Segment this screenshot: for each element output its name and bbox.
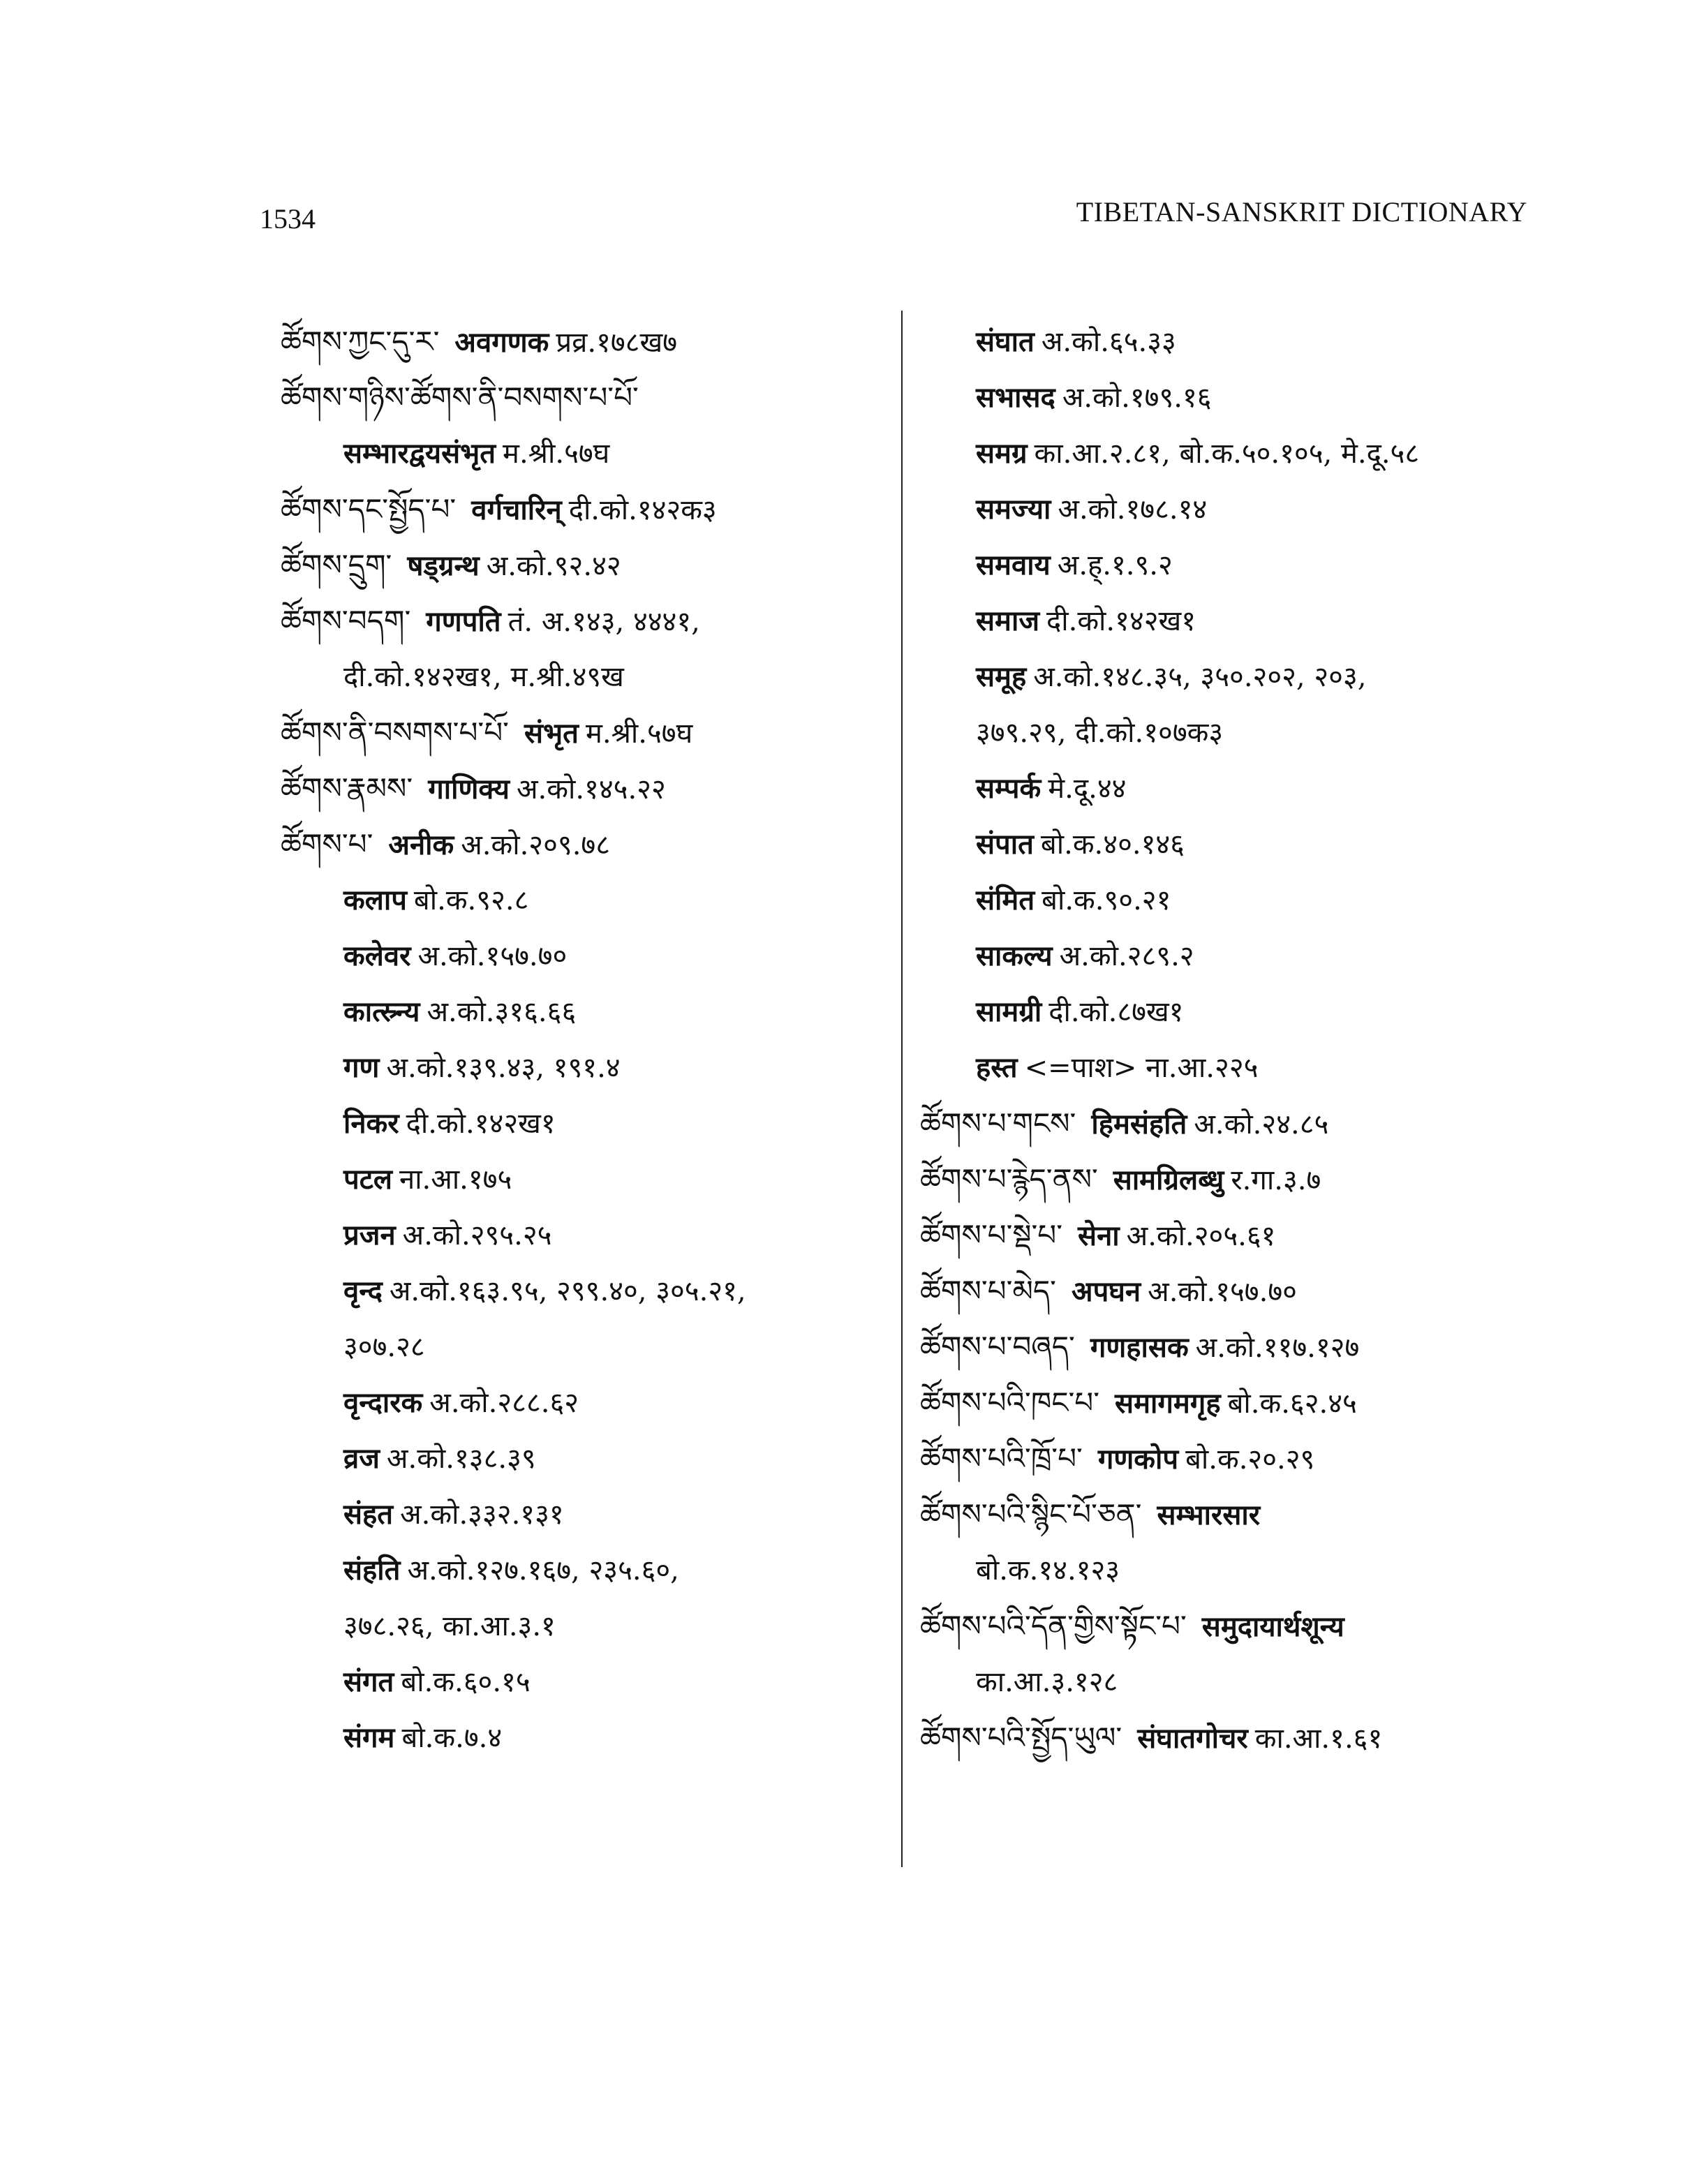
source-reference: दी.को.१४२क३ — [568, 494, 717, 526]
dictionary-entry — [920, 1319, 1548, 1375]
sanskrit-equivalent: निकर — [343, 1107, 399, 1140]
tibetan-headword: ཚོགས་པ་སྡེ་པ་ — [920, 1218, 1063, 1252]
page-number: 1534 — [260, 203, 316, 235]
sanskrit-equivalent: सभासद — [976, 381, 1055, 414]
sanskrit-equivalent: अवगणक — [454, 326, 549, 359]
source-reference: बो.क.९०.२१ — [1042, 884, 1171, 916]
dictionary-entry — [281, 537, 888, 593]
sub-entry — [920, 817, 1548, 872]
sub-entry — [281, 1319, 888, 1375]
source-reference: अ.को.२८९.२ — [1059, 940, 1194, 972]
sub-entry — [920, 593, 1548, 649]
source-reference: ना.आ.१७५ — [399, 1164, 512, 1196]
sanskrit-equivalent: संघात — [976, 325, 1035, 358]
source-reference: बो.क.७.४ — [401, 1722, 503, 1754]
tibetan-headword: ཚོགས་རྣམས་ — [281, 771, 413, 805]
sub-entry — [281, 1543, 888, 1598]
continuation-line — [281, 649, 888, 705]
sanskrit-equivalent: सेना — [1078, 1219, 1120, 1252]
source-reference: दी.को.१४२ख१, म.श्री.४९ख — [343, 661, 624, 693]
tibetan-headword: ཚོགས་དྲུག་ — [281, 548, 392, 582]
source-reference: <=पाश> ना.आ.२२५ — [1024, 1052, 1259, 1084]
sanskrit-equivalent: समुदायार्थशून्य — [1201, 1610, 1344, 1643]
sub-entry — [920, 370, 1548, 426]
tibetan-headword: ཚོགས་དང་སྤྱོད་པ་ — [281, 492, 457, 526]
sub-entry — [281, 1096, 888, 1152]
source-reference: का.आ.२.८१, बो.क.५०.१०५, मे.दू.५८ — [1034, 438, 1420, 470]
sub-entry — [281, 1654, 888, 1710]
source-reference: अ.को.१६३.९५, २९९.४०, ३०५.२१, — [389, 1275, 746, 1307]
source-reference: अ.को.१३८.३९ — [386, 1443, 536, 1475]
sanskrit-equivalent: अनीक — [388, 829, 454, 861]
source-reference: अ.को.१७९.१६ — [1062, 382, 1212, 414]
source-reference: बो.क.४०.१४६ — [1040, 829, 1185, 861]
source-reference: दी.को.८७ख१ — [1048, 996, 1184, 1028]
running-title: TIBETAN-SANSKRIT DICTIONARY — [1076, 196, 1527, 228]
dictionary-entry — [920, 1096, 1548, 1152]
source-reference: र.गा.३.७ — [1231, 1164, 1321, 1196]
tibetan-headword: ཚོགས་པ་མེད་ — [920, 1274, 1057, 1308]
sanskrit-equivalent: कात्स्र्न्य — [343, 995, 420, 1028]
sanskrit-equivalent: प्रजन — [343, 1219, 396, 1251]
sanskrit-equivalent: सम्भारसार — [1157, 1499, 1261, 1531]
source-reference: अ.को.११७.१२७ — [1195, 1332, 1360, 1364]
dictionary-entry — [281, 705, 888, 761]
dictionary-entry — [281, 593, 888, 649]
continuation-line — [920, 1654, 1548, 1710]
source-reference: ३७८.२६, का.आ.३.१ — [343, 1610, 556, 1642]
sub-entry — [281, 426, 888, 482]
sub-entry — [281, 1487, 888, 1543]
sub-entry — [281, 1710, 888, 1766]
source-reference: अ.को.६५.३३ — [1041, 326, 1176, 358]
source-reference: प्रव्र.१७८ख७ — [556, 327, 677, 359]
tibetan-headword: ཚོགས་པའི་སྤྱོད་ཡུལ་ — [920, 1721, 1122, 1755]
source-reference: अ.को.२९५.२५ — [402, 1219, 552, 1251]
source-reference: म.श्री.५७घ — [585, 718, 693, 750]
source-reference: बो.क.१४.१२३ — [976, 1554, 1120, 1587]
left-column — [281, 314, 888, 1766]
sanskrit-equivalent: कलाप — [343, 884, 407, 916]
sanskrit-equivalent: संभृत — [524, 717, 579, 750]
sanskrit-equivalent: संघातगोचर — [1137, 1722, 1248, 1755]
sanskrit-equivalent: समूह — [976, 660, 1027, 693]
sanskrit-equivalent: सामग्रिलब्धु — [1113, 1164, 1224, 1196]
source-reference: अ.को.२४.८५ — [1194, 1108, 1329, 1141]
sanskrit-equivalent: समवाय — [976, 549, 1051, 581]
sanskrit-equivalent: अपघन — [1072, 1275, 1141, 1308]
sub-entry — [920, 984, 1548, 1040]
sanskrit-equivalent: साकल्य — [976, 939, 1053, 972]
sanskrit-equivalent: संगम — [343, 1721, 395, 1754]
sub-entry — [281, 1263, 888, 1319]
source-reference: अ.को.१४५.२२ — [516, 773, 666, 805]
sanskrit-equivalent: गण — [343, 1051, 380, 1084]
dictionary-entry — [281, 482, 888, 537]
source-reference: अ.को.२८८.६२ — [429, 1387, 579, 1419]
source-reference: अ.को.३३२.१३१ — [400, 1499, 564, 1531]
sanskrit-equivalent: संहत — [343, 1498, 394, 1531]
dictionary-entry — [920, 1431, 1548, 1487]
sub-entry — [281, 872, 888, 928]
sanskrit-equivalent: हिमसंहति — [1091, 1108, 1187, 1141]
sanskrit-equivalent: गाणिक्य — [428, 773, 510, 805]
source-reference: ३७९.२९, दी.को.१०७क३ — [976, 717, 1224, 749]
dictionary-entry — [920, 1208, 1548, 1263]
dictionary-entry — [281, 314, 888, 370]
sanskrit-equivalent: वृन्द — [343, 1275, 383, 1307]
dictionary-entry — [920, 1152, 1548, 1208]
sanskrit-equivalent: पटल — [343, 1163, 392, 1196]
tibetan-headword: ཚོགས་བདག་ — [281, 604, 411, 638]
tibetan-headword: ཚོགས་པའི་ཁྲོ་པ་ — [920, 1441, 1083, 1476]
continuation-line — [920, 1543, 1548, 1598]
sub-entry — [281, 1208, 888, 1263]
sub-entry — [920, 314, 1548, 370]
source-reference: अ.को.९२.४२ — [486, 550, 621, 582]
sanskrit-equivalent: संपात — [976, 828, 1034, 861]
sub-entry — [920, 482, 1548, 537]
sub-entry — [920, 761, 1548, 817]
dictionary-entry — [920, 1375, 1548, 1431]
dictionary-entry — [281, 370, 888, 426]
source-reference: ३०७.२८ — [343, 1331, 425, 1363]
source-reference: अ.ह्.१.९.२ — [1057, 549, 1173, 581]
sanskrit-equivalent: षड्ग्रन्थ — [407, 549, 480, 582]
tibetan-headword: ཚོགས་ཀྱང་དུ་ར་ — [281, 325, 440, 359]
source-reference: अ.को.१५७.७० — [1148, 1276, 1297, 1308]
right-column — [920, 314, 1548, 1766]
sanskrit-equivalent: समाज — [976, 604, 1039, 637]
sanskrit-equivalent: संमित — [976, 884, 1035, 916]
tibetan-headword: ཚོགས་པའི་དོན་གྱིས་སྟོང་པ་ — [920, 1609, 1187, 1643]
source-reference: का.आ.३.१२८ — [976, 1666, 1118, 1698]
sanskrit-equivalent: सामग्री — [976, 995, 1042, 1028]
sanskrit-equivalent: कलेवर — [343, 939, 411, 972]
sub-entry — [920, 537, 1548, 593]
sanskrit-equivalent: संगत — [343, 1665, 394, 1698]
source-reference: दी.को.१४२ख१ — [1046, 605, 1196, 637]
sanskrit-equivalent: समागमगृह — [1115, 1387, 1221, 1420]
source-reference: का.आ.१.६१ — [1254, 1723, 1383, 1755]
source-reference: दी.को.१४२ख१ — [406, 1108, 556, 1140]
sanskrit-equivalent: समग्र — [976, 437, 1028, 470]
dictionary-entry — [920, 1598, 1548, 1654]
sanskrit-equivalent: सम्पर्क — [976, 772, 1042, 805]
source-reference: बो.क.९२.८ — [413, 884, 529, 916]
source-reference: तं. अ.१४३, ४४४१, — [507, 606, 700, 638]
sub-entry — [920, 928, 1548, 984]
dictionary-entry — [920, 1263, 1548, 1319]
tibetan-headword: ཚོགས་པ་རྙེད་ནས་ — [920, 1162, 1098, 1196]
tibetan-headword: ཚོགས་པ་ — [281, 827, 373, 861]
sanskrit-equivalent: व्रज — [343, 1442, 380, 1475]
sanskrit-equivalent: वर्गचारिन् — [471, 493, 562, 526]
dictionary-entry — [281, 817, 888, 872]
sanskrit-equivalent: हस्त — [976, 1051, 1018, 1084]
sanskrit-equivalent: सम्भारद्वयसंभृत — [343, 437, 496, 470]
source-reference: अ.को.२०९.७८ — [461, 829, 611, 861]
source-reference: बो.क.२०.२९ — [1185, 1443, 1315, 1476]
source-reference: बो.क.६२.४५ — [1227, 1388, 1357, 1420]
sub-entry — [920, 426, 1548, 482]
tibetan-headword: ཚོགས་པའི་ཁང་པ་ — [920, 1386, 1100, 1420]
source-reference: अ.को.१५७.७० — [417, 940, 568, 972]
source-reference: अ.को.१४८.३५, ३५०.२०२, २०३, — [1033, 661, 1367, 693]
source-reference: मे.दू.४४ — [1048, 773, 1127, 805]
sanskrit-equivalent: गणपति — [426, 605, 501, 638]
sub-entry — [920, 649, 1548, 705]
sub-entry — [920, 1040, 1548, 1096]
source-reference: अ.को.२०५.६१ — [1126, 1220, 1276, 1252]
sub-entry — [281, 1431, 888, 1487]
dictionary-entry — [281, 761, 888, 817]
sub-entry — [281, 1152, 888, 1208]
dictionary-entry — [920, 1710, 1548, 1766]
sanskrit-equivalent: गणहासक — [1090, 1331, 1189, 1364]
sub-entry — [281, 928, 888, 984]
sanskrit-equivalent: संहति — [343, 1554, 401, 1587]
source-reference: म.श्री.५७घ — [503, 438, 610, 470]
sub-entry — [281, 984, 888, 1040]
source-reference: अ.को.१२७.१६७, २३५.६०, — [407, 1554, 679, 1587]
tibetan-headword: ཚོགས་པ་གངས་ — [920, 1106, 1076, 1141]
column-divider — [901, 311, 903, 1867]
sub-entry — [920, 705, 1548, 761]
source-reference: अ.को.१७८.१४ — [1058, 493, 1208, 526]
source-reference: बो.क.६०.१५ — [401, 1666, 531, 1698]
sub-entry — [920, 872, 1548, 928]
sanskrit-equivalent: समज्या — [976, 493, 1051, 526]
dictionary-entry — [920, 1487, 1548, 1543]
sanskrit-equivalent: वृन्दारक — [343, 1386, 423, 1419]
sanskrit-equivalent: गणकोप — [1097, 1443, 1179, 1476]
tibetan-headword: ཚོགས་པ་བཞད་ — [920, 1330, 1075, 1364]
source-reference: अ.को.१३९.४३, १९१.४ — [386, 1052, 621, 1084]
source-reference: अ.को.३१६.६६ — [427, 996, 577, 1028]
sub-entry — [281, 1375, 888, 1431]
tibetan-headword: ཚོགས་ནི་བསགས་པ་པོ་ — [281, 715, 509, 750]
tibetan-headword: ཚོགས་པའི་སྙིང་པོ་ཅན་ — [920, 1497, 1142, 1531]
sub-entry — [281, 1040, 888, 1096]
tibetan-headword: ཚོགས་གཉིས་ཚོགས་ནི་བསགས་པ་པོ་ — [281, 380, 639, 415]
sub-entry — [281, 1598, 888, 1654]
